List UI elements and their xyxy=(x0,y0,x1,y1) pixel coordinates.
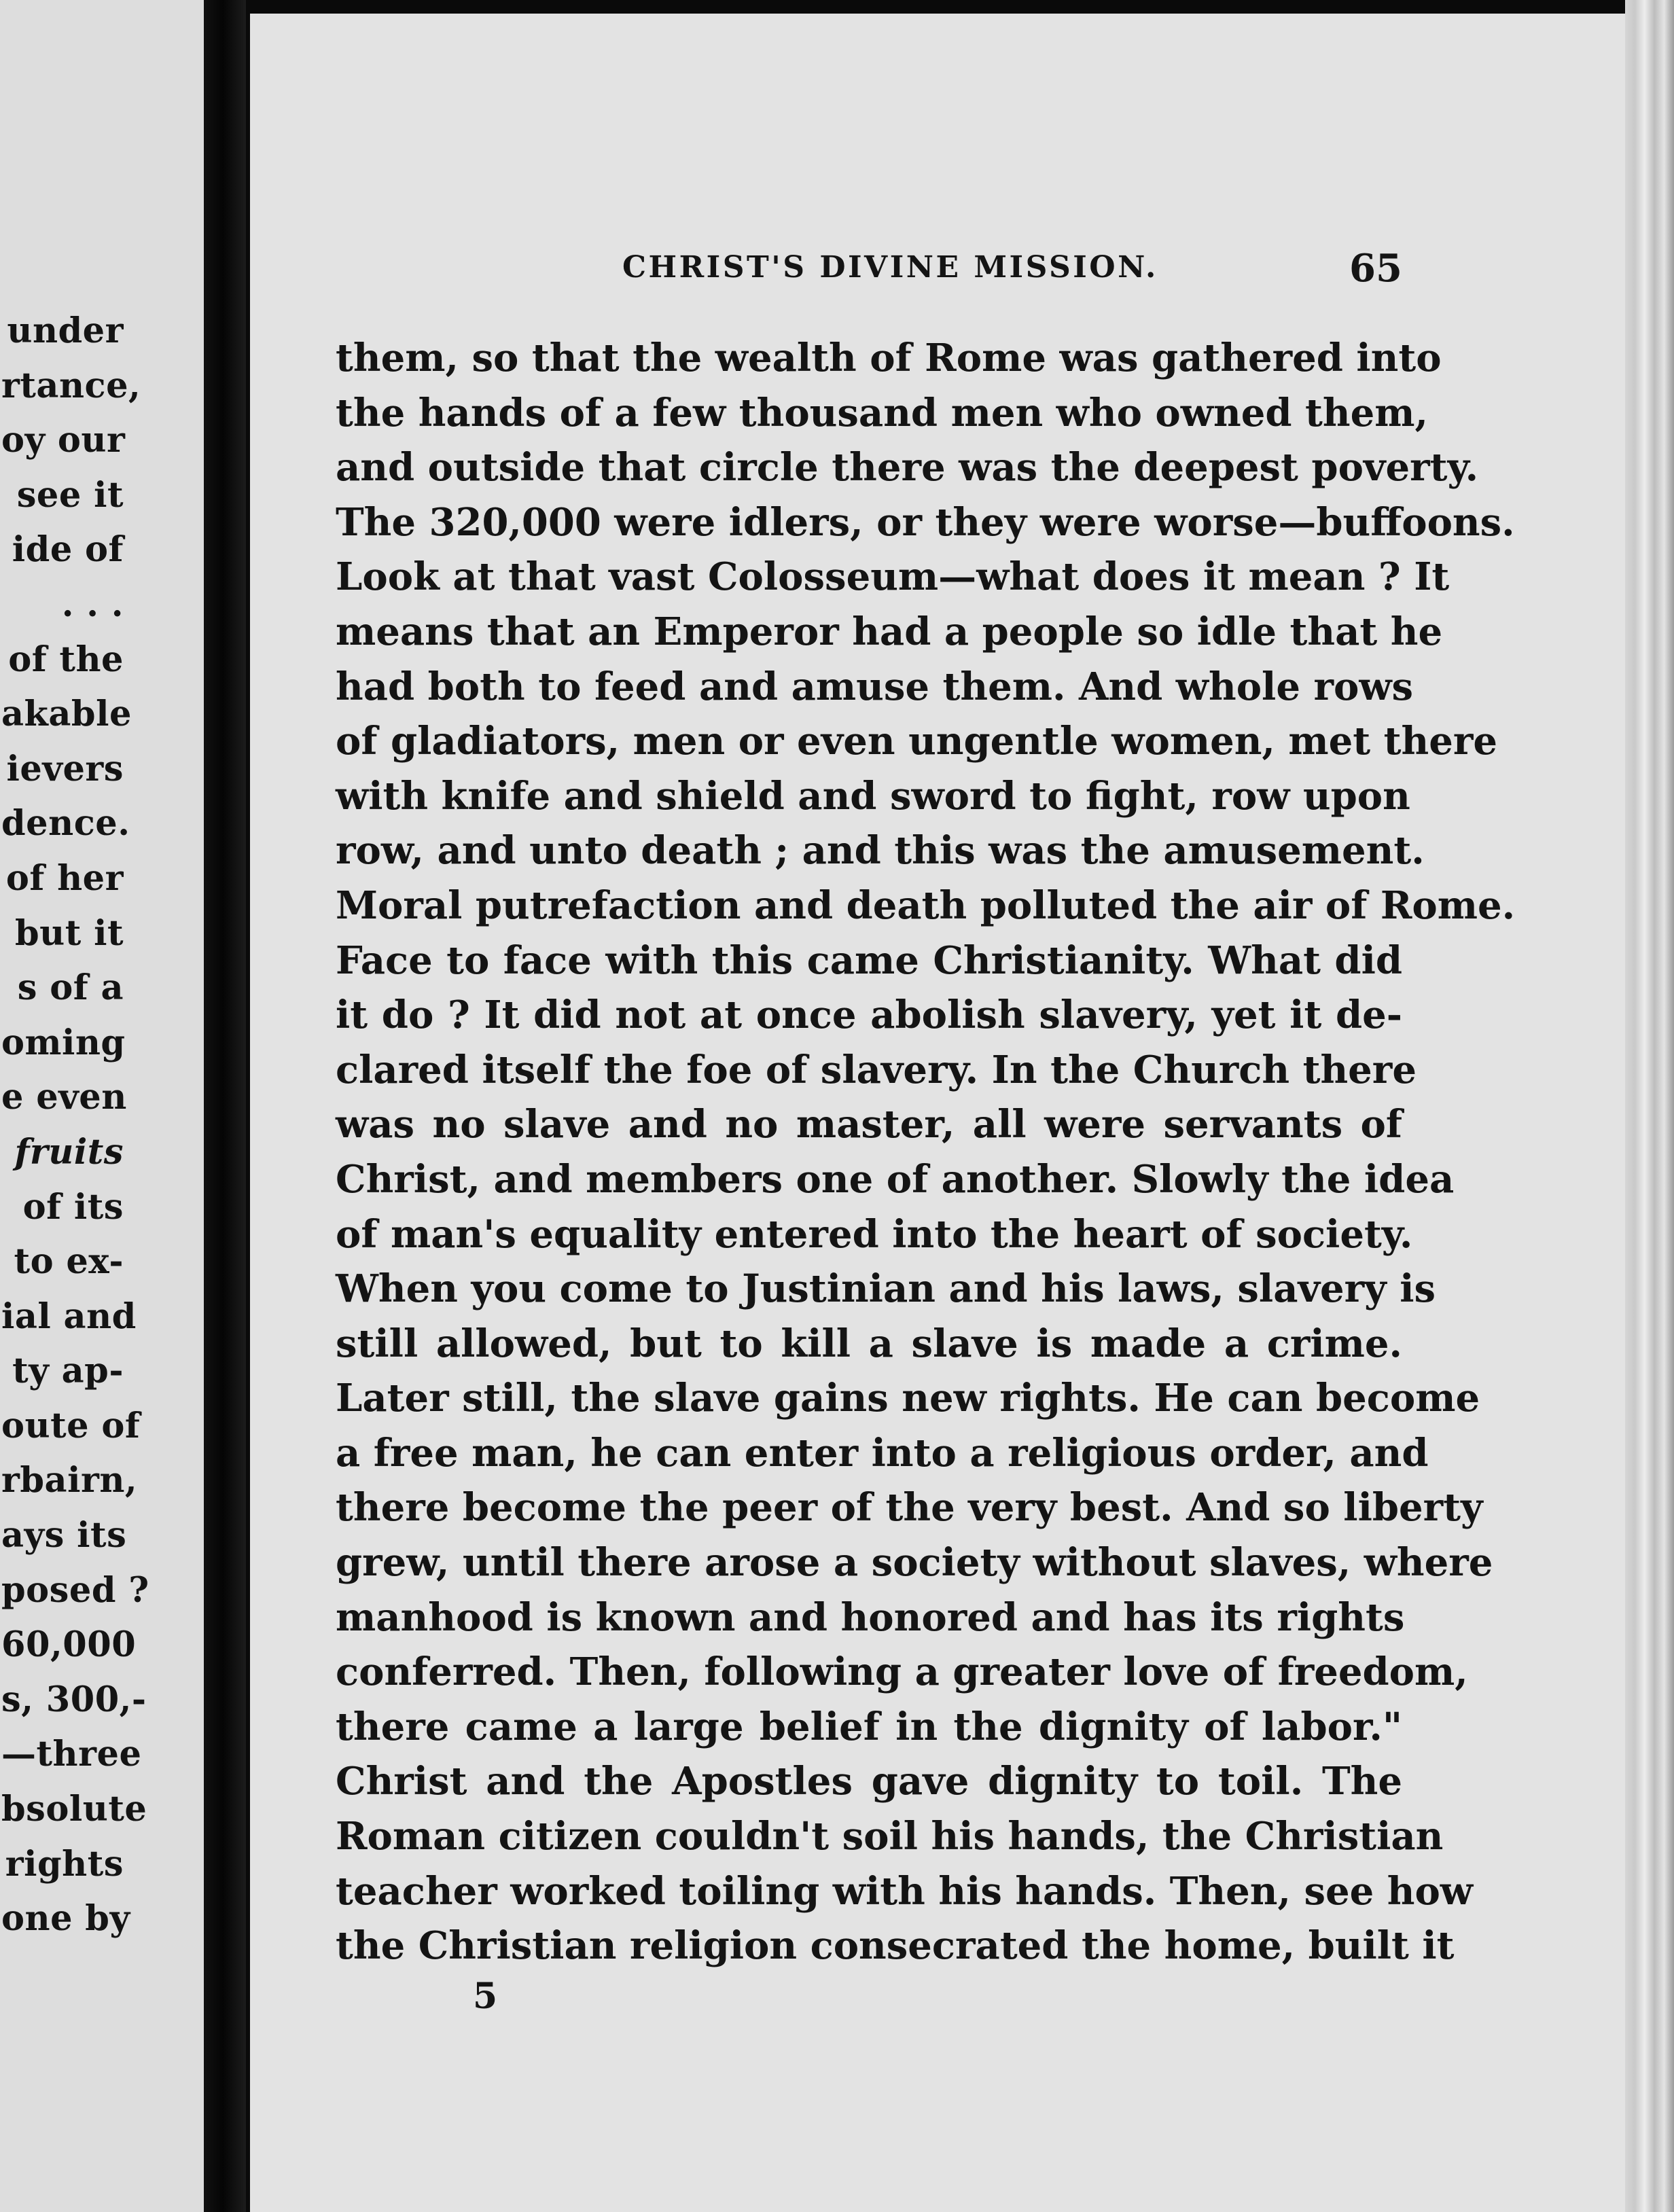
body-text xyxy=(336,331,1516,1974)
fragment-line: ial and xyxy=(1,1296,137,1337)
text-line: grew, until there arose a society without slaves, where xyxy=(336,1540,1493,1586)
fragment-line: one by xyxy=(1,1898,130,1940)
fragment-line: e even xyxy=(1,1077,127,1118)
fragment-line: see it xyxy=(16,474,124,516)
fragment-line: of her xyxy=(5,857,124,899)
fragment-line: rbairn, xyxy=(1,1460,138,1501)
text-line: When you come to Justinian and his laws, slavery is xyxy=(336,1266,1436,1312)
text-line: still allowed, but to kill a slave is made a crime. xyxy=(336,1321,1402,1366)
text-line: Christ, and members one of another. Slowly the idea xyxy=(336,1156,1455,1202)
facing-page-left xyxy=(0,0,204,2212)
fragment-line: akable xyxy=(1,694,132,735)
fragment-line: fruits xyxy=(14,1131,124,1173)
text-line: manhood is known and honored and has its rights xyxy=(336,1594,1405,1640)
fragment-line: . . . xyxy=(61,584,124,625)
fragment-line: oming xyxy=(1,1022,126,1063)
text-line: and outside that circle there was the deepest poverty. xyxy=(336,445,1479,490)
fragment-line: oute of xyxy=(1,1405,141,1446)
text-line: with knife and shield and sword to fight, row upon xyxy=(336,773,1410,819)
text-line: there become the peer of the very best. And so liberty xyxy=(336,1485,1483,1531)
fragment-line: —three xyxy=(1,1734,142,1775)
fragment-line: under xyxy=(7,310,124,351)
text-line: Christ and the Apostles gave dignity to toil. The xyxy=(336,1759,1402,1804)
page-header xyxy=(250,246,1402,304)
fragment-line: rtance, xyxy=(1,365,141,406)
fragment-line: of its xyxy=(22,1186,124,1228)
text-line: it do ? It did not at once abolish slavery, yet it de- xyxy=(336,993,1402,1038)
fragment-line: bsolute xyxy=(1,1789,147,1830)
fragment-line: s, 300,- xyxy=(1,1679,147,1720)
page-edges xyxy=(1625,0,1674,2212)
text-line: was no slave and no master, all were servants of xyxy=(336,1102,1402,1147)
page-number: 65 xyxy=(1349,246,1402,291)
text-line: them, so that the wealth of Rome was gathered into xyxy=(336,336,1442,380)
fragment-line: oy our xyxy=(1,420,126,461)
facing-page-text xyxy=(1,304,149,1946)
fragment-line: of the xyxy=(8,639,124,680)
text-line: of man's equality entered into the heart of society. xyxy=(336,1211,1413,1257)
fragment-line: ty ap- xyxy=(12,1351,124,1392)
text-line: the Christian religion consecrated the home, built it xyxy=(336,1923,1455,1969)
text-line: a free man, he can enter into a religious order, and xyxy=(336,1430,1429,1476)
fragment-line: ievers xyxy=(6,748,124,789)
text-line: Moral putrefaction and death polluted the air of Rome. xyxy=(336,882,1516,928)
fragment-line: but it xyxy=(15,912,124,954)
text-line: there came a large belief in the dignity of labor." xyxy=(336,1704,1402,1749)
book-page-65 xyxy=(246,14,1629,2212)
fragment-line: ide of xyxy=(12,529,124,571)
text-line: The 320,000 were idlers, or they were worse—buffoons. xyxy=(336,499,1515,545)
text-line: means that an Emperor had a people so idle that he xyxy=(336,609,1443,654)
top-shadow xyxy=(246,0,1625,14)
fragment-line: 60,000 xyxy=(1,1624,137,1666)
fragment-line: posed ? xyxy=(1,1569,149,1611)
text-line: clared itself the foe of slavery. In the Church there xyxy=(336,1047,1417,1092)
running-head: CHRIST'S DIVINE MISSION. xyxy=(622,250,1158,285)
text-line: conferred. Then, following a greater love of freedom, xyxy=(336,1649,1468,1695)
text-line: Later still, the slave gains new rights. He can become xyxy=(336,1376,1480,1421)
text-line: row, and unto death ; and this was the amusement. xyxy=(336,828,1425,874)
fragment-line: dence. xyxy=(1,803,130,844)
fragment-line: rights xyxy=(5,1843,124,1885)
book-gutter xyxy=(204,0,246,2212)
fragment-line: to ex- xyxy=(14,1241,124,1283)
text-line: Look at that vast Colosseum—what does it mean ? It xyxy=(336,554,1450,600)
text-line: Face to face with this came Christianity. What did xyxy=(336,938,1402,983)
text-line: of gladiators, men or even ungentle women, met there xyxy=(336,719,1497,764)
text-line: had both to feed and amuse them. And whole rows xyxy=(336,664,1414,709)
text-line: teacher worked toiling with his hands. Then, see how xyxy=(336,1868,1474,1914)
text-line: the hands of a few thousand men who owned them, xyxy=(336,390,1428,435)
signature-mark: 5 xyxy=(473,1976,498,2017)
fragment-line: ays its xyxy=(1,1515,127,1556)
text-line: Roman citizen couldn't soil his hands, the Christian xyxy=(336,1814,1444,1859)
fragment-line: s of a xyxy=(17,967,124,1009)
